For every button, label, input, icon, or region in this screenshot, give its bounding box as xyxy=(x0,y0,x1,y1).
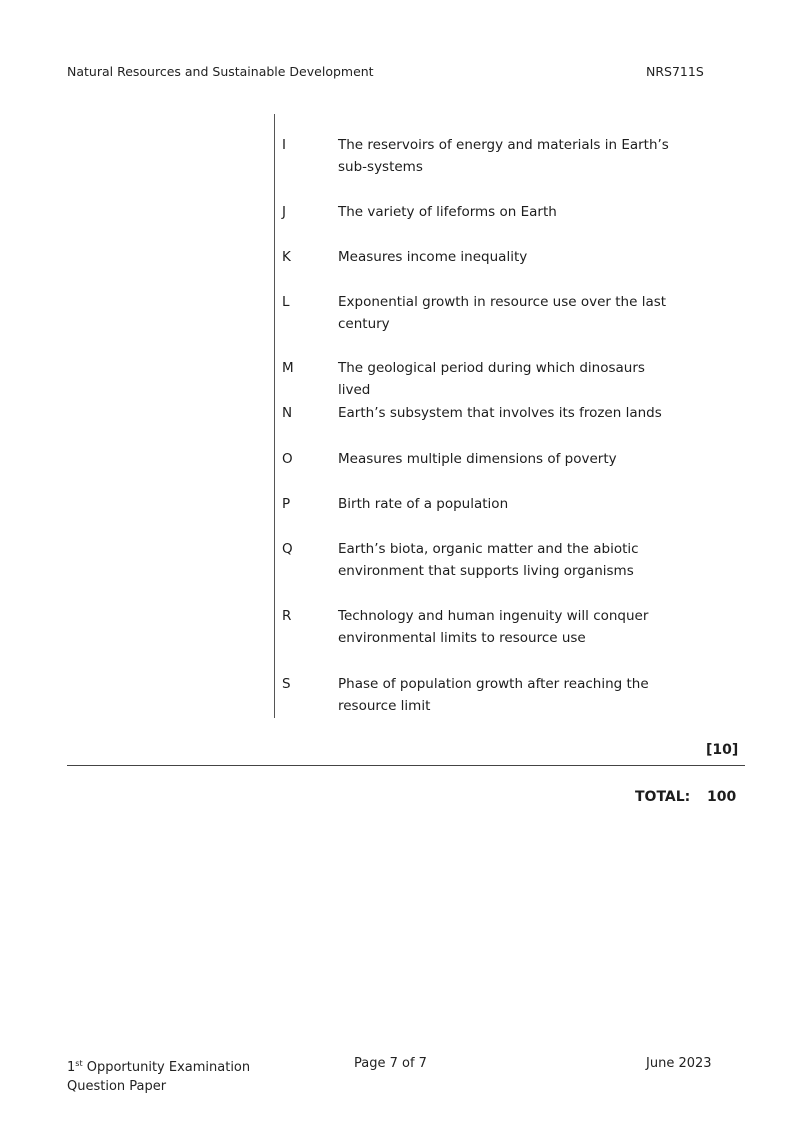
question-marks: [10] xyxy=(706,742,739,758)
item-letter: I xyxy=(282,137,286,153)
column-divider xyxy=(274,114,275,718)
item-letter: J xyxy=(282,204,286,220)
item-description: Earth’s biota, organic matter and the abiotic environment that supports living organisms xyxy=(338,541,639,579)
item-description: The reservoirs of energy and materials in Earth’s sub-systems xyxy=(338,137,669,175)
item-description: Measures income inequality xyxy=(338,249,528,265)
item-description: Exponential growth in resource use over the last century xyxy=(338,294,667,332)
item-letter: P xyxy=(282,496,291,512)
footer-ordinal: 1 xyxy=(67,1060,76,1075)
footer-exam-label: Opportunity Examination xyxy=(82,1060,251,1075)
item-description: The variety of lifeforms on Earth xyxy=(338,204,557,220)
footer-exam-type xyxy=(67,1054,250,1096)
item-description: The geological period during which dinosaurs lived xyxy=(338,360,645,398)
item-letter: O xyxy=(282,451,293,467)
item-letter: Q xyxy=(282,541,293,557)
footer-ordinal-suffix: st xyxy=(75,1059,83,1068)
item-description: Technology and human ingenuity will conquer environmental limits to resource use xyxy=(338,608,649,646)
item-description: Phase of population growth after reaching the resource limit xyxy=(338,676,649,714)
exam-date: June 2023 xyxy=(646,1056,712,1071)
item-description: Birth rate of a population xyxy=(338,496,509,512)
item-letter: R xyxy=(282,608,292,624)
footer-paper-label: Question Paper xyxy=(67,1079,167,1094)
item-letter: N xyxy=(282,405,293,421)
course-title: Natural Resources and Sustainable Development xyxy=(67,64,374,79)
total-value: 100 xyxy=(707,789,737,805)
item-letter: S xyxy=(282,676,291,692)
section-divider xyxy=(67,765,745,766)
course-code: NRS711S xyxy=(646,64,704,79)
item-description: Measures multiple dimensions of poverty xyxy=(338,451,617,467)
total-label: TOTAL: xyxy=(635,789,691,805)
item-description: Earth’s subsystem that involves its frozen lands xyxy=(338,405,662,421)
page-number: Page 7 of 7 xyxy=(354,1056,427,1071)
item-letter: M xyxy=(282,360,294,376)
item-letter: K xyxy=(282,249,291,265)
item-letter: L xyxy=(282,294,290,310)
